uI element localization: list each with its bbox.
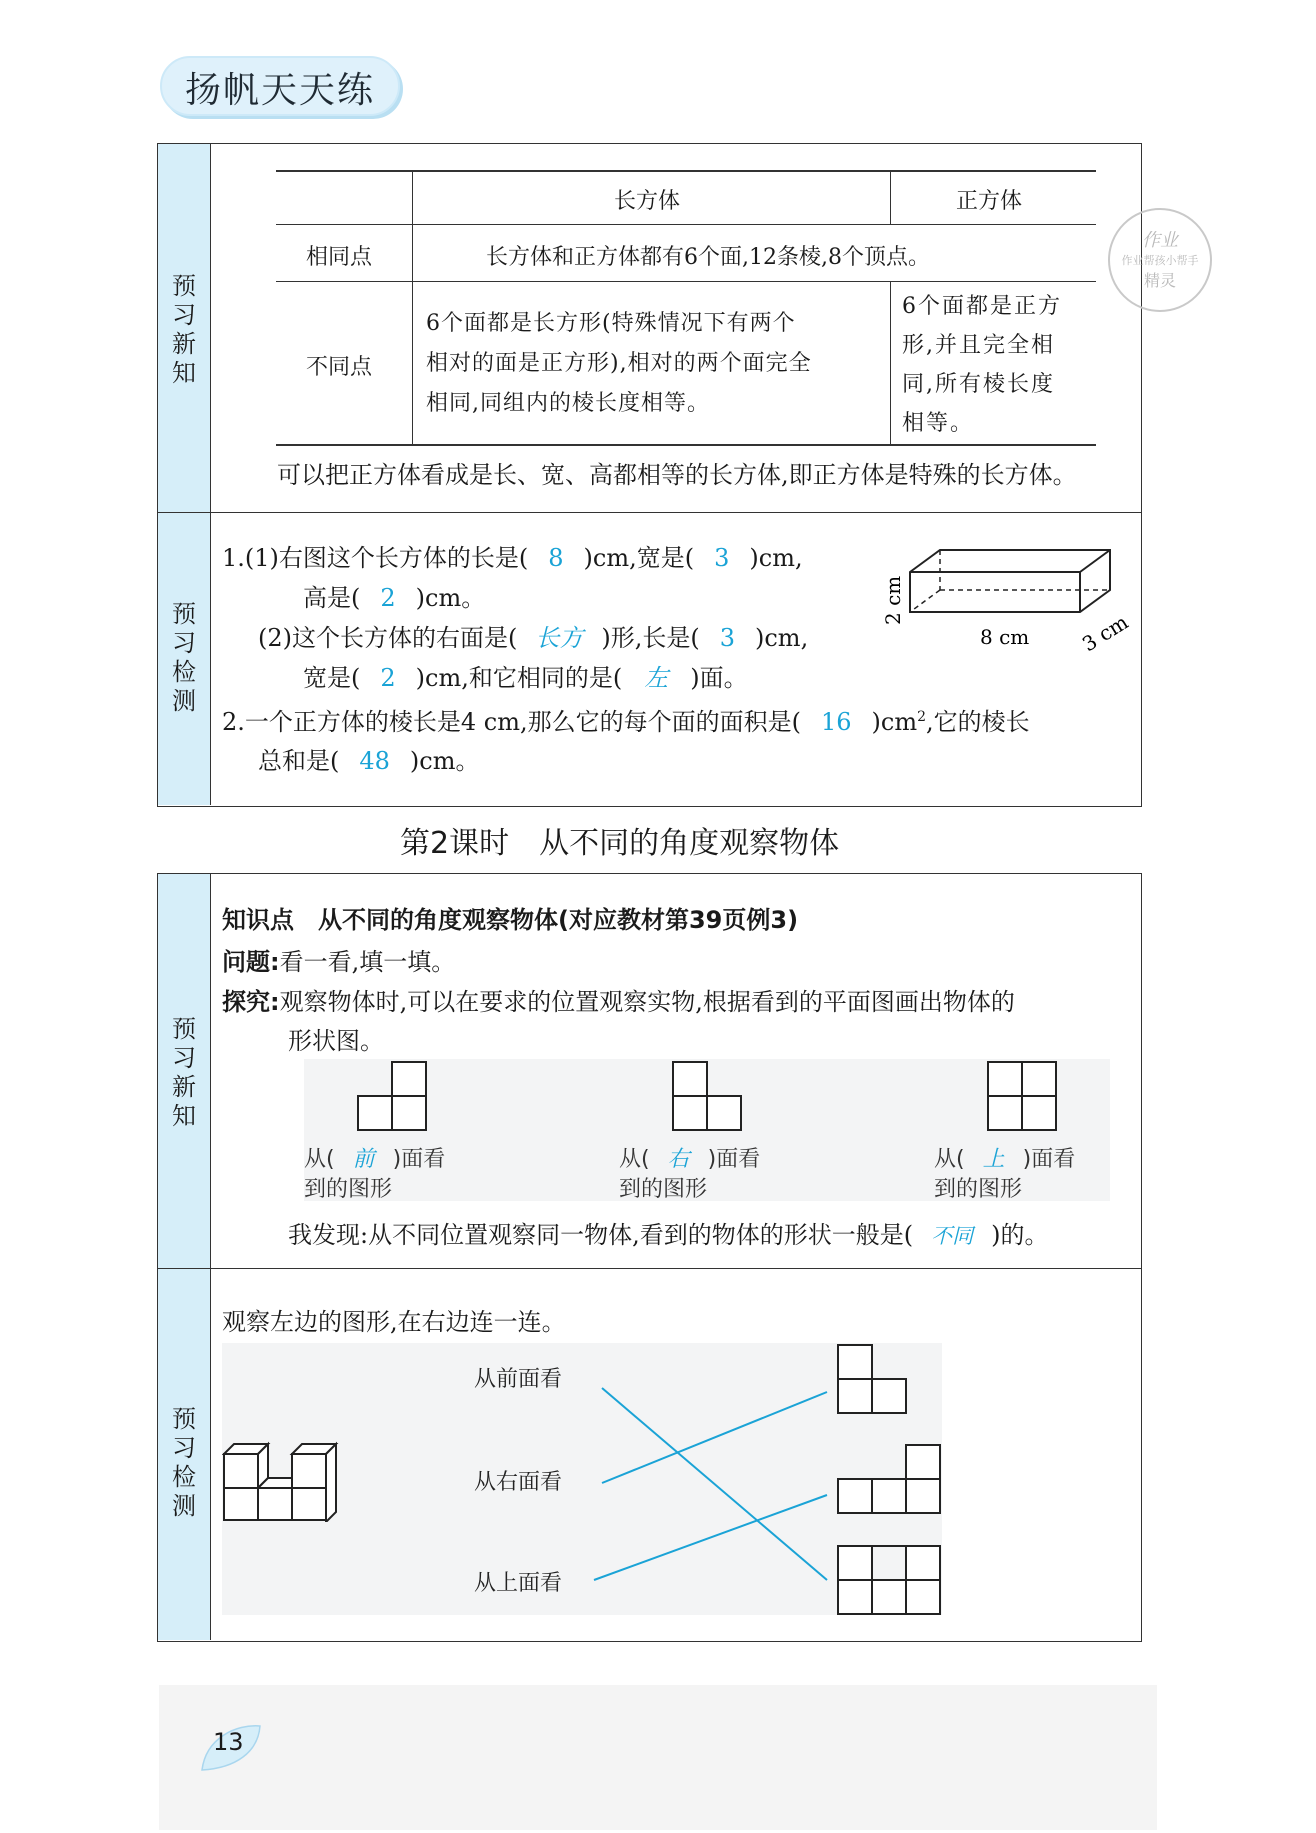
line-front-to-shape3 bbox=[602, 1388, 827, 1580]
comparison-table bbox=[276, 170, 1096, 445]
answer-length: 8 bbox=[548, 544, 564, 572]
right-view-figure bbox=[671, 1060, 745, 1132]
match-shape-3 bbox=[836, 1544, 944, 1616]
top-view-figure bbox=[986, 1060, 1060, 1132]
side-column-bottom bbox=[158, 874, 211, 1640]
front-view-figure bbox=[356, 1060, 430, 1132]
answer-same-face: 左 bbox=[644, 664, 669, 692]
cuboid-figure bbox=[870, 540, 1140, 670]
match-shape-2 bbox=[836, 1443, 944, 1515]
match-label-top: 从上面看 bbox=[474, 1571, 563, 1596]
row-label-same: 相同点 bbox=[306, 245, 373, 270]
discovery-line: 我发现:从不同位置观察同一物体,看到的物体的形状一般是( 不同 )的。 bbox=[288, 1221, 1049, 1249]
q1-line3: (2)这个长方体的右面是( 长方 )形,长是( 3 )cm, bbox=[258, 624, 809, 652]
lesson-title: 第2课时 从不同的角度观察物体 bbox=[400, 826, 840, 861]
answer-right-length: 3 bbox=[719, 624, 735, 652]
knowledge-point: 知识点 从不同的角度观察物体(对应教材第39页例3) bbox=[222, 906, 799, 934]
explore-line2: 形状图。 bbox=[288, 1027, 384, 1055]
watermark-stamp: 作业 作业帮孩小帮手 精灵 bbox=[1108, 208, 1212, 312]
q1-line2: 高是( 2 )cm。 bbox=[303, 584, 486, 612]
line-top-to-shape2 bbox=[594, 1495, 827, 1580]
match-shape-1 bbox=[836, 1343, 910, 1415]
q2-line2: 总和是( 48 )cm。 bbox=[258, 747, 480, 775]
matching-instruction: 观察左边的图形,在右边连一连。 bbox=[222, 1308, 566, 1336]
line-right-to-shape1 bbox=[602, 1392, 827, 1483]
header-title: 扬帆天天练 bbox=[185, 70, 376, 111]
summary-text: 可以把正方体看成是长、宽、高都相等的长方体,即正方体是特殊的长方体。 bbox=[277, 461, 1077, 489]
label-height: 2 cm bbox=[881, 575, 905, 625]
q1-line1: 1.(1)右图这个长方体的长是( 8 )cm,宽是( 3 )cm, bbox=[222, 544, 803, 572]
side-label-preview-check: 预 习 检 测 bbox=[172, 600, 196, 715]
row-same-text: 长方体和正方体都有6个面,12条棱,8个顶点。 bbox=[486, 245, 930, 270]
matching-lines bbox=[580, 1380, 840, 1600]
row-diff-cube: 6个面都是正方 形,并且完全相 同,所有棱长度 相等。 bbox=[902, 294, 1062, 436]
divider-bottom bbox=[158, 1268, 1141, 1269]
col-header-cube: 正方体 bbox=[956, 189, 1023, 214]
answer-height: 2 bbox=[380, 584, 396, 612]
explore-line1: 探究:观察物体时,可以在要求的位置观察实物,根据看到的平面图画出物体的 bbox=[222, 988, 1015, 1016]
view-caption-front: 从( 前 )面看 到的图形 bbox=[304, 1147, 446, 1202]
match-label-front: 从前面看 bbox=[474, 1367, 563, 1392]
side-label-preview-check-2: 预 习 检 测 bbox=[172, 1405, 196, 1520]
q1-line4: 宽是( 2 )cm,和它相同的是( 左 )面。 bbox=[303, 664, 748, 692]
match-label-right: 从右面看 bbox=[474, 1470, 563, 1495]
question-line: 问题:看一看,填一填。 bbox=[222, 948, 456, 976]
row-diff-cuboid: 6个面都是长方形(特殊情况下有两个 相对的面是正方形),相对的两个面完全 相同,同组内的棱长度相等。 bbox=[426, 311, 812, 416]
footer-area bbox=[159, 1685, 1157, 1830]
row-label-diff: 不同点 bbox=[306, 355, 373, 380]
side-label-preview-new: 预 习 新 知 bbox=[172, 272, 196, 387]
label-width: 3 cm bbox=[1077, 609, 1133, 657]
label-length: 8 cm bbox=[980, 625, 1030, 649]
solid-figure bbox=[222, 1432, 352, 1522]
page-number: 13 bbox=[213, 1728, 244, 1756]
side-label-preview-new-2: 预 习 新 知 bbox=[172, 1015, 196, 1130]
col-header-cuboid: 长方体 bbox=[614, 189, 681, 214]
view-caption-right: 从( 右 )面看 到的图形 bbox=[619, 1147, 761, 1202]
answer-face-area: 16 bbox=[821, 708, 852, 736]
answer-right-face-shape: 长方 bbox=[535, 624, 584, 652]
q2-line1: 2.一个正方体的棱长是4 cm,那么它的每个面的面积是( 16 )$cm^2$,它的棱长 bbox=[222, 708, 1030, 736]
divider-top bbox=[158, 512, 1141, 513]
answer-discovery: 不同 bbox=[931, 1224, 974, 1248]
answer-edge-sum: 48 bbox=[359, 747, 390, 775]
view-caption-top: 从( 上 )面看 到的图形 bbox=[934, 1147, 1076, 1202]
answer-right-width: 2 bbox=[380, 664, 396, 692]
answer-width: 3 bbox=[714, 544, 730, 572]
